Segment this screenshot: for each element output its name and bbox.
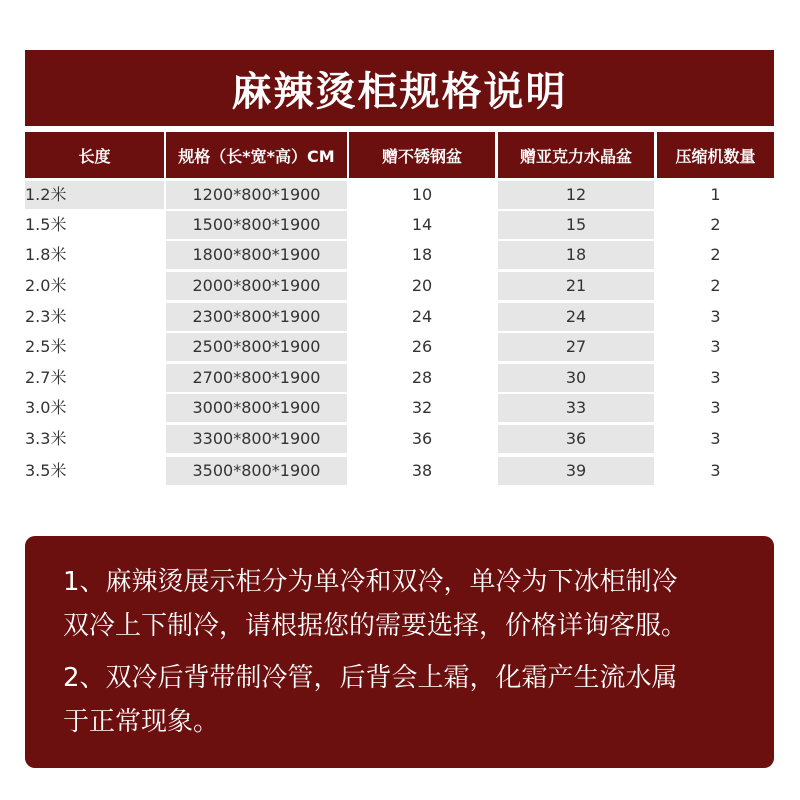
cell-compressor-count: 3 — [710, 461, 721, 480]
cell-acrylic-basin: 18 — [498, 241, 654, 269]
cell-steel-basin: 26 — [411, 337, 433, 356]
header-steel-basin: 赠不锈钢盆 — [349, 132, 495, 178]
table-row — [25, 181, 774, 209]
note-line-1: 1、麻辣烫展示柜分为单冷和双冷，单冷为下冰柜制冷 — [63, 567, 678, 597]
table-row — [25, 211, 774, 239]
table-row — [25, 364, 774, 392]
cell-spec: 1200*800*1900 — [166, 181, 347, 209]
table-row — [25, 425, 774, 453]
cell-compressor-count: 3 — [710, 398, 721, 417]
cell-steel-basin: 18 — [411, 245, 433, 264]
notes-box — [25, 536, 774, 768]
cell-steel-basin: 32 — [411, 398, 433, 417]
cell-steel-basin: 14 — [411, 215, 433, 234]
note-line-3: 2、双冷后背带制冷管，后背会上霜，化霜产生流水属 — [63, 663, 678, 693]
cell-steel-basin: 36 — [411, 429, 433, 448]
cell-acrylic-basin: 15 — [498, 211, 654, 239]
cell-steel-basin: 10 — [411, 185, 433, 204]
page-title: 麻辣烫柜规格说明 — [231, 68, 568, 115]
cell-spec: 3300*800*1900 — [166, 425, 347, 453]
title-banner — [25, 50, 774, 126]
cell-compressor-count: 1 — [710, 185, 721, 204]
cell-acrylic-basin: 12 — [498, 181, 654, 209]
cell-length: 3.3米 — [25, 429, 67, 448]
cell-compressor-count: 2 — [710, 215, 721, 234]
cell-spec: 2500*800*1900 — [166, 333, 347, 361]
cell-spec: 1800*800*1900 — [166, 241, 347, 269]
table-row — [25, 457, 774, 485]
table-row — [25, 333, 774, 361]
note-line-4: 于正常现象。 — [63, 707, 220, 737]
cell-spec: 2000*800*1900 — [166, 272, 347, 300]
cell-steel-basin: 38 — [411, 461, 433, 480]
cell-length: 3.5米 — [25, 461, 67, 480]
cell-compressor-count: 3 — [710, 368, 721, 387]
cell-length: 3.0米 — [25, 398, 67, 417]
cell-length: 1.2米 — [25, 181, 164, 209]
header-compressor-count: 压缩机数量 — [657, 132, 774, 178]
cell-spec: 2700*800*1900 — [166, 364, 347, 392]
cell-acrylic-basin: 33 — [498, 394, 654, 422]
cell-compressor-count: 3 — [710, 337, 721, 356]
cell-compressor-count: 3 — [710, 307, 721, 326]
cell-spec: 3500*800*1900 — [166, 457, 347, 485]
cell-acrylic-basin: 30 — [498, 364, 654, 392]
cell-compressor-count: 2 — [710, 276, 721, 295]
table-row — [25, 303, 774, 331]
cell-spec: 1500*800*1900 — [166, 211, 347, 239]
table-row — [25, 394, 774, 422]
cell-spec: 3000*800*1900 — [166, 394, 347, 422]
cell-spec: 2300*800*1900 — [166, 303, 347, 331]
cell-length: 2.3米 — [25, 307, 67, 326]
cell-steel-basin: 24 — [411, 307, 433, 326]
cell-length: 2.7米 — [25, 368, 67, 387]
cell-acrylic-basin: 24 — [498, 303, 654, 331]
cell-acrylic-basin: 27 — [498, 333, 654, 361]
cell-length: 1.5米 — [25, 215, 67, 234]
cell-length: 2.0米 — [25, 276, 67, 295]
cell-acrylic-basin: 36 — [498, 425, 654, 453]
cell-length: 1.8米 — [25, 245, 67, 264]
cell-steel-basin: 28 — [411, 368, 433, 387]
cell-compressor-count: 3 — [710, 429, 721, 448]
cell-acrylic-basin: 21 — [498, 272, 654, 300]
header-length: 长度 — [25, 132, 164, 178]
table-header — [25, 126, 774, 180]
table-row — [25, 272, 774, 300]
note-line-2: 双冷上下制冷，请根据您的需要选择，价格详询客服。 — [63, 611, 688, 641]
table-row — [25, 241, 774, 269]
cell-acrylic-basin: 39 — [498, 457, 654, 485]
header-spec: 规格（长*宽*高）CM — [166, 132, 347, 178]
cell-compressor-count: 2 — [710, 245, 721, 264]
cell-length: 2.5米 — [25, 337, 67, 356]
header-acrylic-basin: 赠亚克力水晶盆 — [498, 132, 654, 178]
cell-steel-basin: 20 — [411, 276, 433, 295]
